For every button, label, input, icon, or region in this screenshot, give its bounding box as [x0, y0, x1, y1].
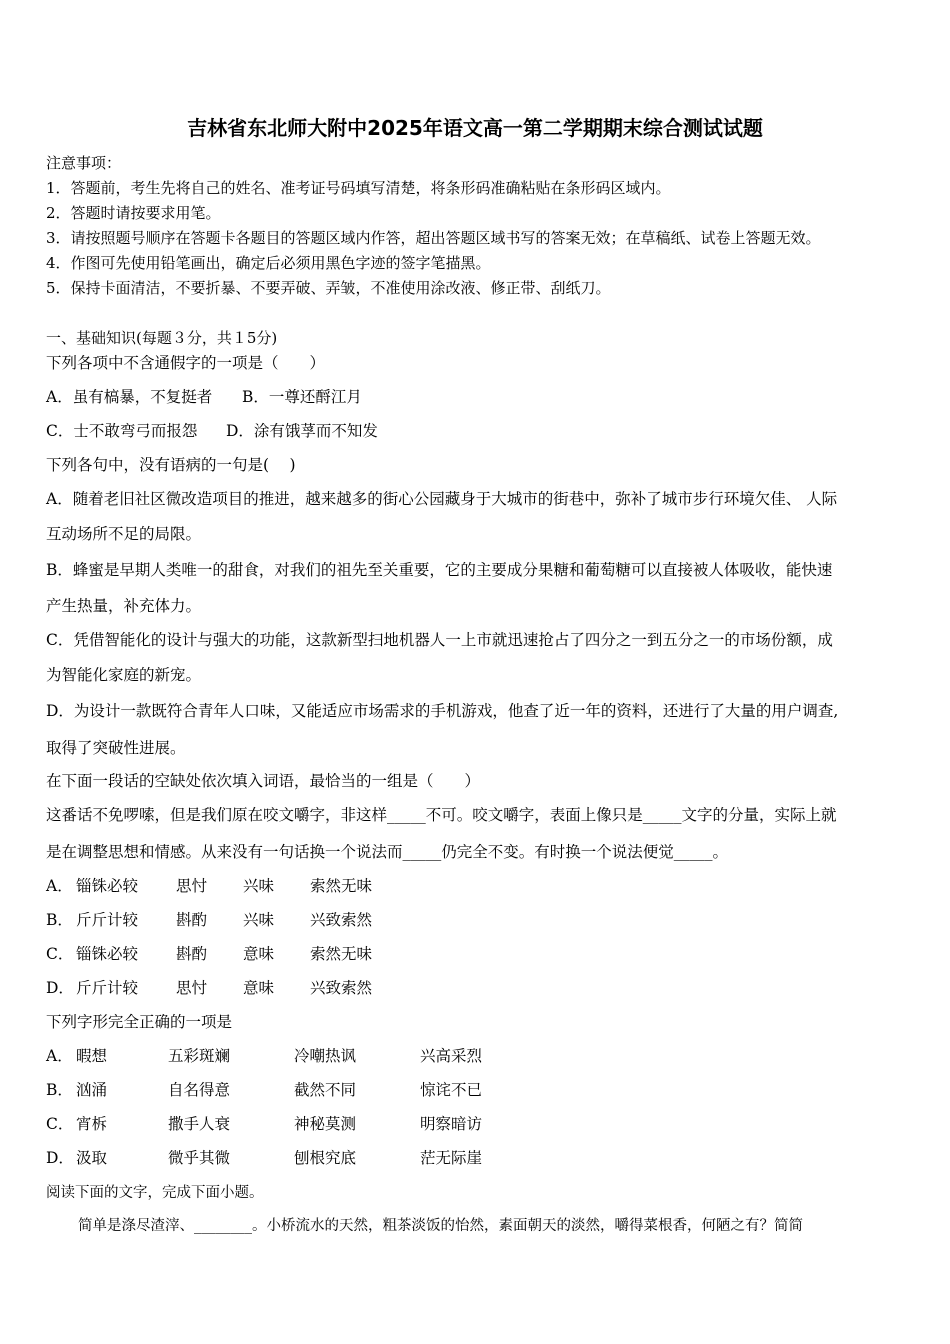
question-stem: 在下面一段话的空缺处依次填入词语，最恰当的一组是（ ） [46, 772, 481, 790]
option-word: 索然无味 [310, 877, 373, 895]
option-row-c [46, 1112, 482, 1134]
option-word: 冷嘲热讽 [294, 1047, 357, 1065]
option-d: D．为设计一款既符合青年人口味，又能适应市场需求的手机游戏，他查了近一年的资料，还进行了大量的用户调查, [46, 702, 839, 720]
notice-item: 5．保持卡面清洁，不要折暴、不要弄破、弄皱，不准使用涂改液、修正带、刮纸刀。 [46, 279, 611, 297]
option-row [46, 419, 378, 441]
option-word: 汲取 [76, 1149, 108, 1167]
question-passage: 是在调整思想和情感。从来没有一句话换一个说法而_____仍完全不变。有时换一个说法便觉_____。 [46, 843, 729, 861]
question-stem: 下列字形完全正确的一项是 [46, 1013, 233, 1031]
option-label: D． [46, 1149, 74, 1167]
option-word: 思忖 [176, 877, 208, 895]
option-c-continued: 为智能化家庭的新宠。 [46, 666, 202, 684]
notice-item: 3．请按照题号顺序在答题卡各题目的答题区域内作答，超出答题区域书写的答案无效；在草稿纸、试卷上答题无效。 [46, 229, 821, 247]
question-passage: 这番话不免啰嗦，但是我们原在咬文嚼字，非这样_____不可。咬文嚼字，表面上像只是_____文字的分量，实际上就 [46, 806, 837, 824]
option-b: B．一尊还酹江月 [242, 388, 362, 406]
option-word: 五彩斑斓 [168, 1047, 231, 1065]
option-word: 惊诧不已 [420, 1081, 483, 1099]
option-word: 斟酌 [176, 911, 208, 929]
page-title: 吉林省东北师大附中2025年语文高一第二学期期末综合测试试题 [187, 116, 763, 140]
question-stem: 下列各项中不含通假字的一项是（ ） [46, 354, 326, 372]
reading-paragraph: 简单是涤尽渣滓、________。小桥流水的天然，粗茶淡饭的怡然，素面朝天的淡然，嚼得菜根香，何陋之有？简简 [78, 1218, 803, 1234]
option-c: C．士不敢弯弓而报怨 [46, 422, 198, 440]
option-row [46, 385, 362, 407]
notice-item: 1．答题前，考生先将自己的姓名、准考证号码填写清楚，将条形码准确粘贴在条形码区域内。 [46, 179, 671, 197]
option-word: 兴致索然 [310, 979, 373, 997]
option-word: 明察暗访 [420, 1115, 483, 1133]
option-label: B． [46, 911, 73, 929]
option-row-c [46, 942, 372, 964]
option-d: D．涂有饿莩而不知发 [226, 422, 378, 440]
option-word: 思忖 [176, 979, 208, 997]
option-word: 意味 [243, 979, 275, 997]
option-row-b [46, 1078, 482, 1100]
option-word: 锱铢必较 [76, 945, 139, 963]
option-word: 汹涌 [76, 1081, 108, 1099]
option-a: A．随着老旧社区微改造项目的推进，越来越多的街心公园藏身于大城市的街巷中，弥补了城市步行环境欠佳、 人际 [46, 490, 838, 508]
option-word: 索然无味 [310, 945, 373, 963]
option-row-a [46, 874, 372, 896]
option-word: 意味 [243, 945, 275, 963]
reading-intro: 阅读下面的文字，完成下面小题。 [46, 1185, 264, 1201]
option-row-a [46, 1044, 482, 1066]
option-word: 撒手人衰 [168, 1115, 231, 1133]
option-word: 锱铢必较 [76, 877, 139, 895]
option-word: 兴味 [243, 877, 275, 895]
option-d-continued: 取得了突破性进展。 [46, 739, 186, 757]
option-a: A．虽有槁暴，不复挺者 [46, 388, 213, 406]
option-a-continued: 互动场所不足的局限。 [46, 525, 202, 543]
notice-item: 4．作图可先使用铅笔画出，确定后必须用黑色字迹的签字笔描黑。 [46, 254, 491, 272]
option-label: A． [46, 1047, 73, 1065]
option-c: C．凭借智能化的设计与强大的功能，这款新型扫地机器人一上市就迅速抢占了四分之一到五分之一的市场份额，成 [46, 631, 833, 649]
option-word: 宵柝 [76, 1115, 108, 1133]
option-label: B． [46, 1081, 73, 1099]
option-word: 茫无际崖 [420, 1149, 483, 1167]
option-word: 兴味 [243, 911, 275, 929]
option-word: 神秘莫测 [294, 1115, 357, 1133]
option-word: 兴高采烈 [420, 1047, 483, 1065]
option-word: 自名得意 [168, 1081, 231, 1099]
option-row-d [46, 1146, 482, 1168]
notice-item: 2．答题时请按要求用笔。 [46, 204, 221, 222]
option-label: D． [46, 979, 74, 997]
section-heading: 一、基础知识(每题３分，共１5分) [46, 329, 278, 347]
option-word: 斤斤计较 [76, 911, 139, 929]
option-row-b [46, 908, 372, 930]
option-label: C． [46, 1115, 74, 1133]
option-label: C． [46, 945, 74, 963]
option-word: 微乎其微 [168, 1149, 231, 1167]
option-word: 暇想 [76, 1047, 108, 1065]
option-word: 斤斤计较 [76, 979, 139, 997]
option-word: 刨根究底 [294, 1149, 357, 1167]
option-word: 截然不同 [294, 1081, 357, 1099]
option-word: 兴致索然 [310, 911, 373, 929]
option-word: 斟酌 [176, 945, 208, 963]
option-label: A． [46, 877, 73, 895]
question-stem: 下列各句中，没有语病的一句是( ) [46, 456, 296, 474]
notice-heading: 注意事项： [46, 154, 122, 172]
option-b-continued: 产生热量，补充体力。 [46, 597, 202, 615]
option-b: B．蜂蜜是早期人类唯一的甜食，对我们的祖先至关重要，它的主要成分果糖和葡萄糖可以直接被人体吸收，能快速 [46, 561, 833, 579]
option-row-d [46, 976, 372, 998]
